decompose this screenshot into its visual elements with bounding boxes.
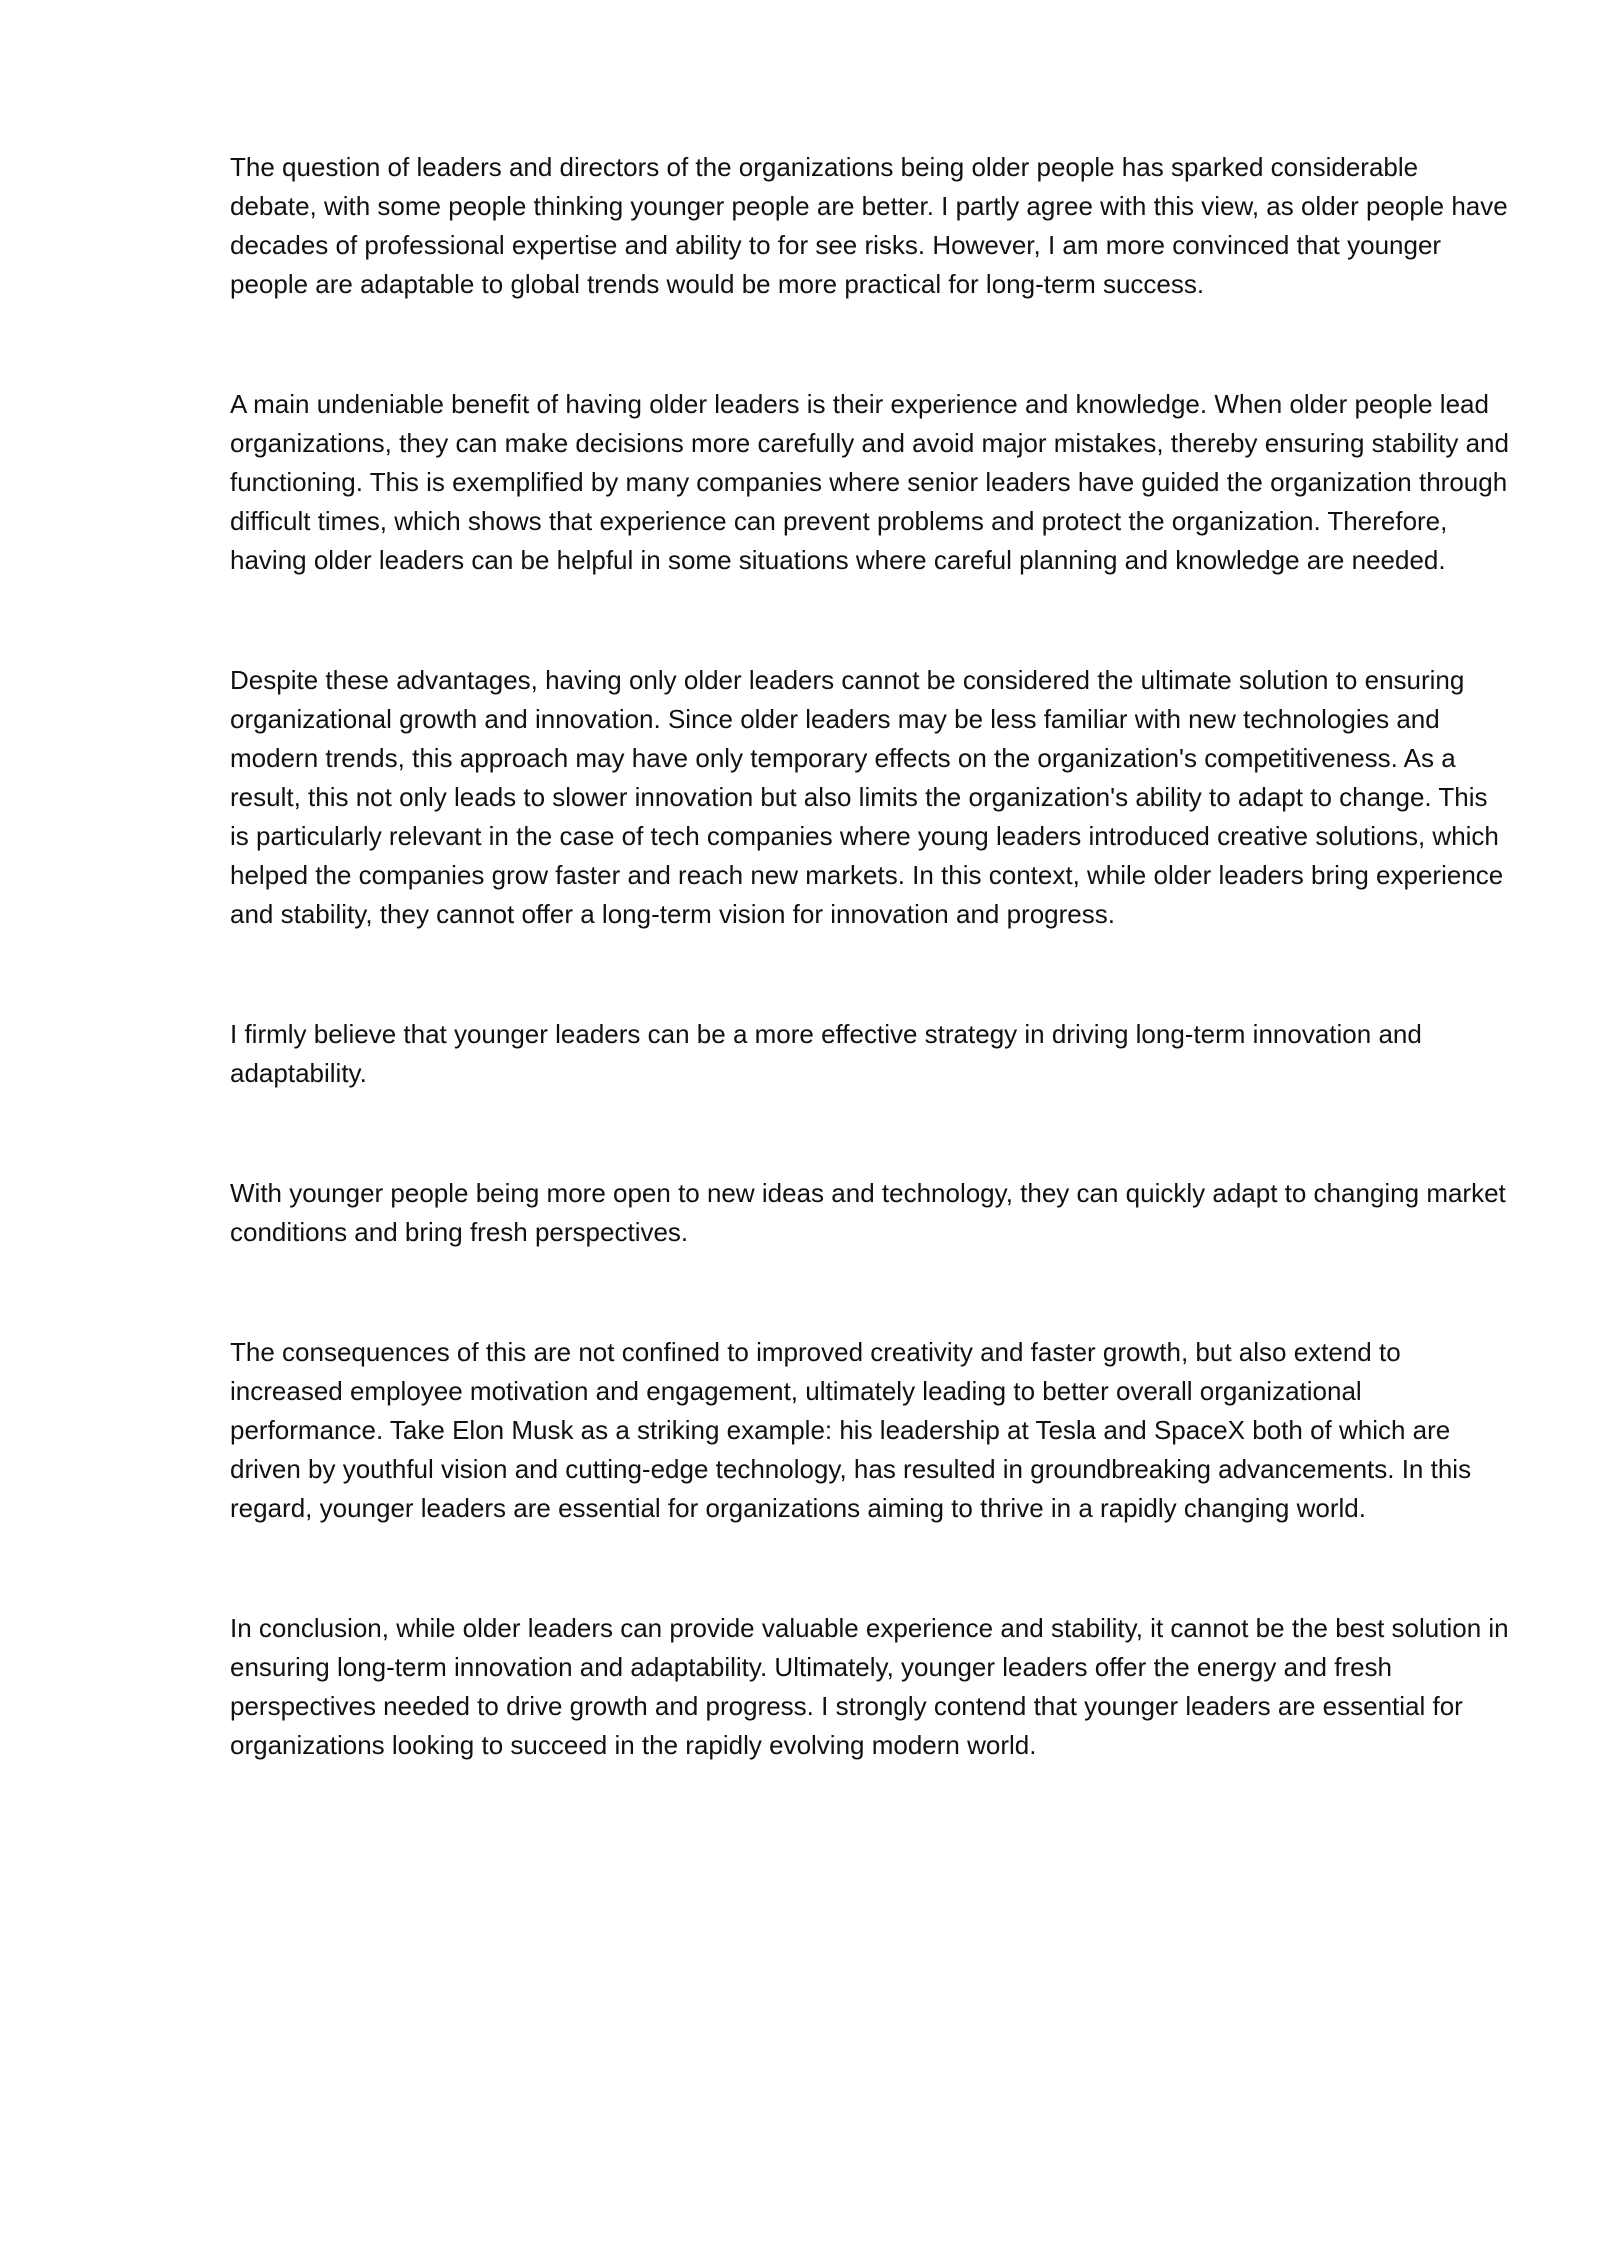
essay-body [230,148,1510,1846]
paragraph-younger-leaders-example: The consequences of this are not confined to improved creativity and faster growth, but also extend to increased employee motivation and engagement, ultimately leading to better overall organizational performance. Take Elon Musk as a striking example: his leadership at Tesla and SpaceX both of which are driven by youthful vision and cutting-edge technology, has resulted in groundbreaking advancements. In this regard, younger leaders are essential for organizations aiming to thrive in a rapidly changing world. [230,1337,1472,1523]
paragraph-younger-leaders-thesis: I firmly believe that younger leaders can be a more effective strategy in driving long-term innovation and adaptability. [230,1019,1422,1088]
paragraph-introduction: The question of leaders and directors of the organizations being older people has sparked considerable debate, with some people thinking younger people are better. I partly agree with this view, as older people have decades of professional expertise and ability to for see risks. However, I am more convinced that younger people are adaptable to global trends would be more practical for long-term success. [230,152,1508,299]
paragraph-younger-leaders-adaptability: With younger people being more open to new ideas and technology, they can quickly adapt to changing market conditions and bring fresh perspectives. [230,1178,1506,1247]
paragraph-older-leaders-limits: Despite these advantages, having only older leaders cannot be considered the ultimate solution to ensuring organizational growth and innovation. Since older leaders may be less familiar with new technologies and modern trends, this approach may have only temporary effects on the organization's competitiveness. As a result, this not only leads to slower innovation but also limits the organization's ability to adapt to change. This is particularly relevant in the case of tech companies where young leaders introduced creative solutions, which helped the companies grow faster and reach new markets. In this context, while older leaders bring experience and stability, they cannot offer a long-term vision for innovation and progress. [230,665,1504,929]
paragraph-older-leaders-benefit: A main undeniable benefit of having older leaders is their experience and knowledge. When older people lead organizations, they can make decisions more carefully and avoid major mistakes, thereby ensuring stability and functioning. This is exemplified by many companies where senior leaders have guided the organization through difficult times, which shows that experience can prevent problems and protect the organization. Therefore, having older leaders can be helpful in some situations where careful planning and knowledge are needed. [230,389,1509,575]
paragraph-conclusion: In conclusion, while older leaders can provide valuable experience and stability, it cannot be the best solution in ensuring long-term innovation and adaptability. Ultimately, younger leaders offer the energy and fresh perspectives needed to drive growth and progress. I strongly contend that younger leaders are essential for organizations looking to succeed in the rapidly evolving modern world. [230,1613,1509,1760]
